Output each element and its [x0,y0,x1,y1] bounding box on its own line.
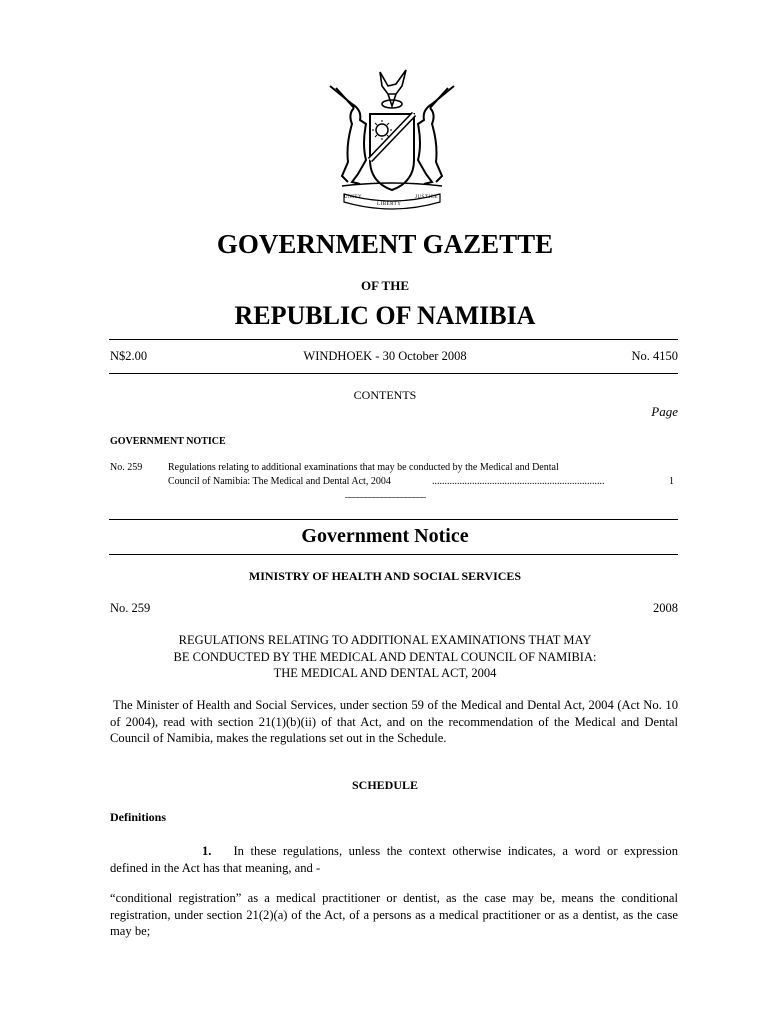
gazette-title: GOVERNMENT GAZETTE [216,229,554,259]
contents-heading: CONTENTS [353,388,417,402]
notice-heading: Government Notice [301,525,469,547]
contents-section: GOVERNMENT NOTICE [110,436,226,447]
motto-liberty: LIBERTY [377,202,402,207]
notice-ministry: MINISTRY OF HEALTH AND SOCIAL SERVICES [248,569,522,583]
notice-title-line-3: THE MEDICAL AND DENTAL ACT, 2004 [273,666,497,680]
motto-justice: JUSTICE [415,195,438,200]
contents-entry-line2: Council of Namibia: The Medical and Dental Act, 2004 [168,476,391,487]
clause-1 [110,843,678,876]
namibia-coat-of-arms-icon [322,64,462,214]
schedule-heading: SCHEDULE [351,778,419,792]
contents-entry-page: 1 [669,476,674,487]
clause-text: In these regulations, unless the context otherwise indicates, a word or expression defined in the Act has that meaning, and - [110,844,678,875]
notice-number: No. 259 [110,601,151,615]
contents-entry-leader: ..................................................................... [432,476,605,487]
notice-year: 2008 [653,601,678,615]
contents-page-label: Page [651,404,678,419]
divider [109,554,678,555]
divider [109,373,678,374]
gazette-number: No. 4150 [631,349,678,363]
contents-entry-number: No. 259 [110,462,143,473]
notice-title-line-2: BE CONDUCTED BY THE MEDICAL AND DENTAL COUNCIL OF NAMIBIA: [173,650,597,664]
notice-title-line-1: REGULATIONS RELATING TO ADDITIONAL EXAMINATIONS THAT MAY [178,633,592,647]
contents-entry-line1: Regulations relating to additional examinations that may be conducted by the Medical and Dental [168,462,559,473]
divider [109,339,678,340]
notice-preamble: The Minister of Health and Social Services, under section 59 of the Medical and Dental Act, 2004 (Act No. 10 of 2004), read with section 21(1)(b)(ii) of that Act, and on the recommendation of the Medical and Dental Council of Namibia, makes the regulations set out in the Schedule. [110,698,678,745]
gazette-of-the: OF THE [360,278,410,293]
motto-unity: UNITY [344,195,363,200]
clause-number: 1. [202,844,212,858]
contents-separator: ____________________ [345,488,425,499]
gazette-republic: REPUBLIC OF NAMIBIA [234,301,536,330]
gazette-price: N$2.00 [110,349,148,363]
divider [109,519,678,520]
gazette-place-date: WINDHOEK - 30 October 2008 [303,349,467,363]
definitions-heading: Definitions [110,810,167,824]
definition-conditional-registration: “conditional registration” as a medical practitioner or dentist, as the case may be, means the conditional registration, under section 21(2)(a) of the Act, of a persons as a medical practitioner or as a dentist, as the case may be; [110,891,678,938]
